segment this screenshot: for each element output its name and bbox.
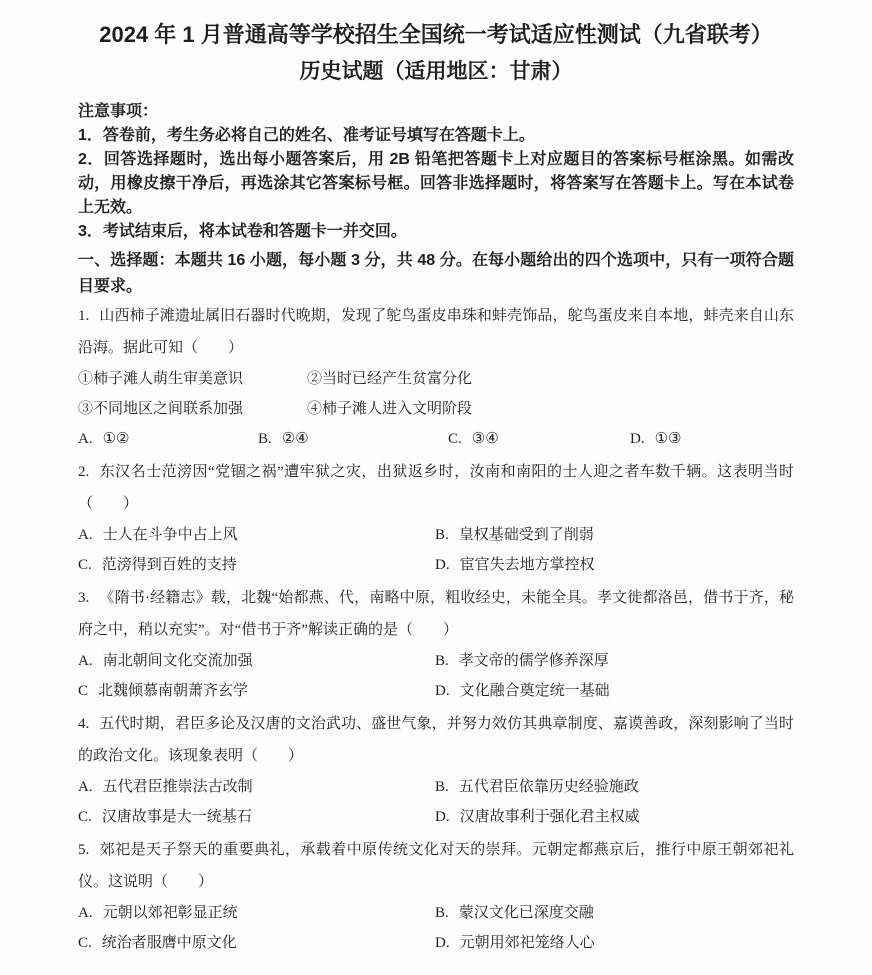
question-2-options-row-1 — [78, 520, 794, 550]
option-label: B. — [435, 779, 449, 795]
option-label: B. — [435, 527, 449, 543]
question-2 — [78, 456, 794, 580]
option-text: 元朝用郊祀笼络人心 — [459, 935, 595, 951]
option-text: 宦官失去地方掌控权 — [459, 557, 595, 573]
option-text: ②④ — [281, 431, 309, 447]
question-1-statements-row-1 — [78, 364, 794, 394]
option-text: ③④ — [471, 431, 499, 447]
option-label: C. — [78, 809, 92, 825]
notice-heading: 注意事项： — [78, 103, 159, 120]
statement-2: ②当时已经产生贫富分化 — [307, 371, 473, 387]
option-b — [435, 520, 794, 550]
option-text: 蒙汉文化已深度交融 — [458, 905, 594, 921]
option-text: 南北朝间文化交流加强 — [102, 653, 253, 669]
option-b — [435, 646, 794, 676]
option-d — [435, 550, 794, 580]
statement-1: ①柿子滩人萌生审美意识 — [78, 371, 244, 387]
question-1 — [78, 300, 794, 454]
question-4-options-row-1 — [78, 772, 794, 802]
notice-item-1: 1．答卷前，考生务必将自己的姓名、准考证号填写在答题卡上。 — [78, 127, 535, 144]
question-number: 1. — [78, 308, 90, 324]
option-text: 元朝以郊祀彰显正统 — [102, 905, 238, 921]
option-text: 范滂得到百姓的支持 — [101, 557, 237, 573]
question-number: 3. — [78, 590, 90, 606]
option-label: C. — [78, 935, 92, 951]
question-5-options-row-1 — [78, 898, 794, 928]
option-c — [78, 928, 435, 958]
question-1-stem — [78, 300, 794, 364]
option-label: D. — [630, 431, 645, 447]
option-text: 孝文帝的儒学修养深厚 — [458, 653, 609, 669]
question-5-stem — [78, 834, 794, 898]
question-1-options — [78, 424, 794, 454]
question-4 — [78, 708, 794, 832]
option-label: D. — [435, 809, 450, 825]
question-text: 郊祀是天子祭天的重要典礼，承载着中原传统文化对天的崇拜。元朝定都燕京后，推行中原王朝郊祀礼仪。这说明（ ） — [78, 842, 794, 890]
option-text: 文化融合奠定统一基础 — [459, 683, 610, 699]
option-label: A. — [78, 527, 93, 543]
question-2-stem — [78, 456, 794, 520]
option-label: C. — [448, 431, 462, 447]
option-text: 汉唐故事是大一统基石 — [101, 809, 252, 825]
question-5 — [78, 834, 794, 958]
option-text: 北魏倾慕南朝萧齐玄学 — [98, 683, 249, 699]
question-text: 东汉名士范滂因“党锢之祸”遭牢狱之灾，出狱返乡时，汝南和南阳的士人迎之者车数千辆。这表明当时（ ） — [78, 464, 794, 512]
option-label: A. — [78, 779, 93, 795]
option-d — [630, 424, 794, 454]
question-4-options-row-2 — [78, 802, 794, 832]
paper-title: 2024 年 1 月普通高等学校招生全国统一考试适应性测试（九省联考） — [99, 22, 773, 47]
option-text: ①③ — [654, 431, 682, 447]
option-text: 皇权基础受到了削弱 — [458, 527, 594, 543]
option-label: A. — [78, 431, 93, 447]
option-label: C — [78, 683, 89, 699]
question-4-stem — [78, 708, 794, 772]
option-a — [78, 898, 435, 928]
option-b — [258, 424, 448, 454]
option-text: 五代君臣推崇法古改制 — [102, 779, 253, 795]
paper-subtitle: 历史试题（适用地区：甘肃） — [299, 60, 573, 83]
question-3-options-row-2 — [78, 676, 794, 706]
option-b — [435, 898, 794, 928]
question-text: 山西柿子滩遗址属旧石器时代晚期，发现了鸵鸟蛋皮串珠和蚌壳饰品，鸵鸟蛋皮来自本地，蚌壳来自山东沿海。据此可知（ ） — [78, 308, 794, 356]
option-c — [78, 676, 435, 706]
option-label: C. — [78, 557, 92, 573]
question-3-options-row-1 — [78, 646, 794, 676]
option-label: D. — [435, 683, 450, 699]
question-text: 五代时期，君臣多论及汉唐的文治武功、盛世气象，并努力效仿其典章制度、嘉谟善政，深刻影响了当时的政治文化。该现象表明（ ） — [78, 716, 794, 764]
statement-4: ④柿子滩人进入文明阶段 — [307, 401, 473, 417]
notice-item-2: 2．回答选择题时，选出每小题答案后，用 2B 铅笔把答题卡上对应题目的答案标号框涂黑。如需改动，用橡皮擦干净后，再选涂其它答案标号框。回答非选择题时，将答案写在答题卡上。写在本试卷上无效。 — [78, 151, 794, 216]
question-3 — [78, 582, 794, 706]
option-label: B. — [435, 905, 449, 921]
question-1-statements-row-2 — [78, 394, 794, 424]
option-d — [435, 802, 794, 832]
option-c — [78, 550, 435, 580]
option-d — [435, 676, 794, 706]
option-label: B. — [435, 653, 449, 669]
question-number: 2. — [78, 464, 90, 480]
section-heading: 一、选择题：本题共 16 小题，每小题 3 分，共 48 分。在每小题给出的四个选项中，只有一项符合题目要求。 — [78, 252, 794, 295]
option-d — [435, 928, 794, 958]
option-text: 统治者服膺中原文化 — [101, 935, 237, 951]
option-label: A. — [78, 653, 93, 669]
option-a — [78, 520, 435, 550]
question-text: 《隋书·经籍志》载，北魏“始都燕、代，南略中原，粗收经史，未能全具。孝文徙都洛邑，借书于齐，秘府之中，稍以充实”。对“借书于齐”解读正确的是（ ） — [78, 590, 794, 638]
notice-item-3: 3．考试结束后，将本试卷和答题卡一并交回。 — [78, 223, 407, 240]
option-text: 五代君臣依靠历史经验施政 — [458, 779, 639, 795]
option-a — [78, 772, 435, 802]
option-b — [435, 772, 794, 802]
notice-section — [78, 100, 794, 244]
option-label: A. — [78, 905, 93, 921]
question-number: 4. — [78, 716, 90, 732]
question-3-stem — [78, 582, 794, 646]
option-c — [448, 424, 630, 454]
option-text: 汉唐故事利于强化君主权威 — [459, 809, 640, 825]
option-a — [78, 646, 435, 676]
option-label: D. — [435, 935, 450, 951]
option-text: 士人在斗争中占上风 — [102, 527, 238, 543]
option-a — [78, 424, 258, 454]
option-label: D. — [435, 557, 450, 573]
question-5-options-row-2 — [78, 928, 794, 958]
option-label: B. — [258, 431, 272, 447]
option-text: ①② — [102, 431, 130, 447]
question-2-options-row-2 — [78, 550, 794, 580]
question-number: 5. — [78, 842, 90, 858]
statement-3: ③不同地区之间联系加强 — [78, 401, 244, 417]
option-c — [78, 802, 435, 832]
